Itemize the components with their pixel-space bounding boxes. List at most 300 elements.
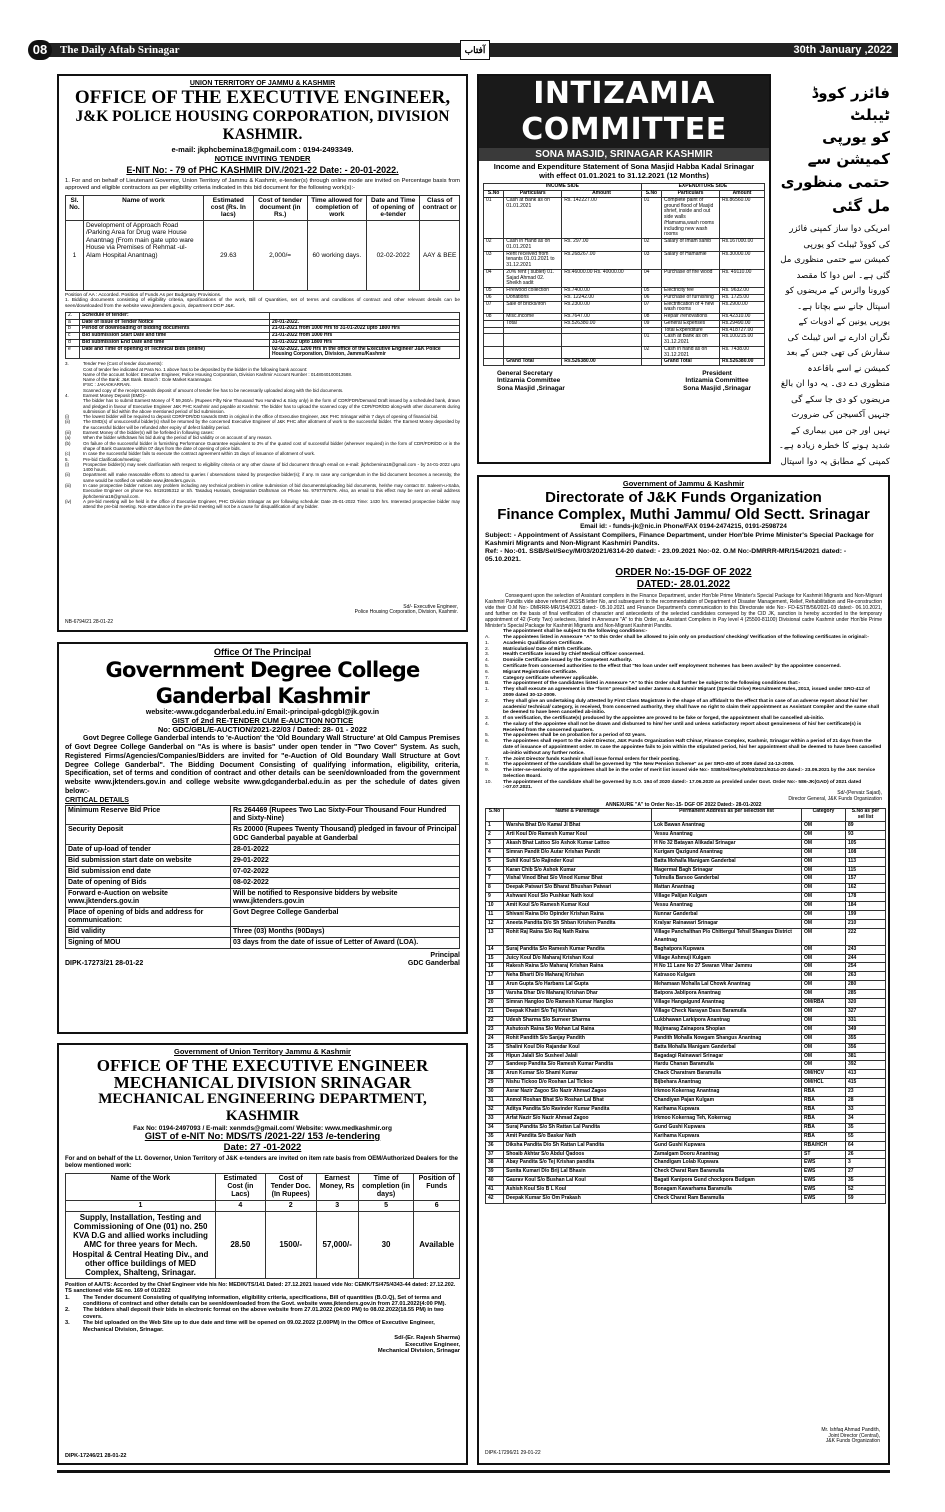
list-item <box>485 780 882 792</box>
ad3-sd-name: Sd/-(Pervaiz Sajad), <box>837 790 882 797</box>
ad4-gist: GIST of 2nd RE-TENDER CUM E-AUCTION NOTICE <box>171 716 354 726</box>
ad2-cell: Rs.2300.00 <box>562 301 642 314</box>
ad3-annex-cell: EWS <box>802 1195 846 1204</box>
ad1-cell: 1 <box>66 220 84 290</box>
table-row <box>66 866 460 877</box>
ad3-cond-num: 1. <box>485 640 490 646</box>
ad4-critical: CRITICAL DETAILS <box>65 797 129 805</box>
table-row <box>484 294 765 301</box>
ad3-annex-cell: 23 <box>486 1025 504 1034</box>
ad3-cond-num: A. <box>485 635 490 641</box>
ad1-term-text: On failure of the successful bidder in furnishing Performance Guarantee equivalent to 3% of the quoted cost of successful bidder (wherever required) in the form of CDR/FDR/DD or in the shape of Bank Guarantee within 07 days from the date of opening of price bids. <box>83 440 460 451</box>
list-item <box>65 419 460 430</box>
ad3-cond-text: The inter-se-seniority of the appointees shall be in the order of merit list issued vide No:- SSB/Sel/Secy/M/03/2021/6314-20 dated:- 23.09.2021 by the J&K Service Selection Board. <box>503 768 876 779</box>
list-item <box>485 739 882 756</box>
ad3-sd <box>485 791 882 803</box>
ad3-annex-cell: Suraj Pandita S/o Sh Rattan Lal Pandita <box>504 1123 652 1132</box>
ad3-annex-cell: 413 <box>846 1070 886 1079</box>
ad3-cond-num: 9. <box>485 768 490 774</box>
ad5-position: Position of AA/TS: Accorded by the Chief Engineer vide his No: MED/K/TS/141 Dated: 27.12.2021 issued vide No: CEMK/TS/475/4343-44 dated: 27.12.202. TS sanctioned vide SE no. 169 of 01/2022 <box>65 1282 456 1295</box>
ad3-conditions <box>485 629 882 791</box>
list-item <box>65 1307 460 1320</box>
issue-date: 30th January ,2022 <box>793 44 892 56</box>
ad3-annex-cell: 38 <box>486 1159 504 1168</box>
ad3-annex-cell: Vishal Vinod Bhat S/o Vinod Kumar Bhat <box>504 875 652 884</box>
ad2-cell: 02 <box>641 346 661 359</box>
ad3-annex-cell: 35 <box>846 1123 886 1132</box>
ad3-annex-cell: OM <box>802 972 846 981</box>
ad3-annex-cell: Asrar Nazir Zagoo S/o Nazir Ahmad Zagoo <box>504 1088 652 1097</box>
ad3-annex-col: Name & Parentage <box>504 809 652 822</box>
ad3-cond-num: 5. <box>485 733 490 739</box>
ad3-annex-cell: 36 <box>486 1141 504 1150</box>
ad3-annex-cell: RBA <box>802 1114 846 1123</box>
ad3-annex-cell: Tulmulla Barsoo Ganderbal <box>652 875 802 884</box>
ad3-para: Consequent upon the selection of Assistant compilers in the Finance Department, under Hon'ble Prime Minister's Special Package for Kashmiri Migrants and Non-Migrant Kashmiri Pandits vide above referred JKSSB letter No, and subsequent to the recommendation of Department of Disaster Management, Relief, Rehabilitation and Re-construction vide their O.M No:- DMRRR-MR/154/2021 dated:- 05.10.2021 and Finance Department's communication to this Directorate vide No:- FD-ESTB/56/2021-03 dated:- 06.10.2021, and further on the basis of final verification of character and antecedents of the selected candidates conveyed by the CID JK, sanction is hereby accorded to the temporary appointment of 42 (Forty Two) selectees, listed in Annexure "A" to this Order, as Assistant Compilers in Pay level 4 (25500-81100) Divisional cadre Kashmir under Hon'ble Prime Minister's Special Package for Kashmiri Migrants and Non-Migrant Kashmiri Pandits. <box>485 593 882 630</box>
ad1-corp: J&K POLICE HOUSING CORPORATION, DIVISION KASHMIR. <box>75 108 450 144</box>
ad3-annex-cell: OM <box>802 990 846 999</box>
ad3-annex-title: ANNEXURE "A" to Order No:-15- DGF OF 2022 Dated:- 28-01-2022 <box>605 801 762 808</box>
ad3-annex-cell: Suhil Koul S/o Rajinder Koul <box>504 857 652 866</box>
ad1-email: e-mail: jkphcbemina18@gmail.com : 0194-2493349. <box>171 145 354 155</box>
ad3-annex-cell: Shoaib Akhtar S/o Abdul Qadoos <box>504 1150 652 1159</box>
ad5-pt-text: The bid uploaded on the Web Site up to due date and time will be opened on 09.02.2022 (2.00PM) in the Office of Executive Engineer, Mechanical Division, Srinagar. <box>83 1320 435 1333</box>
ad3-annex-cell: 3 <box>486 839 504 848</box>
ad2-cell: Rs.100215.00 <box>720 334 765 347</box>
ad3-annex-cell: 27 <box>846 1168 886 1177</box>
ad1-sched-cell: b <box>66 326 80 333</box>
table-row <box>66 825 460 844</box>
ad5-col-num: 3 <box>316 1200 358 1211</box>
table-row <box>486 928 886 945</box>
ad3-annex-cell: 263 <box>846 972 886 981</box>
table-row <box>486 1195 886 1204</box>
ad1-term-text: When the bidder withdraws his bid during the period of bid validity or on account of any reason. <box>83 435 273 441</box>
ad3-annex-cell: Aditya Pandita S/o Ravinder Kumar Pandita <box>504 1105 652 1114</box>
ad1-sched-cell: 21-01-2021 from 1000 Hrs to 31-01-2022 upto 1800 Hrs <box>270 326 460 333</box>
ad1-position: Position of AA : Accorded. Position of Funds As per Budgetary Provisions. <box>65 292 222 298</box>
ad3-annex-cell: Batta Mohalla Manigam Ganderbal <box>652 857 802 866</box>
ad1-cell: Development of Approach Road /Parking Area for Drug ware House Anantnag (From main gate upto ware House via Premises of Rehmat -ul-Alam Hospital Anantnag) <box>83 220 203 290</box>
ad2-cell: Cash in Hand as on 01.01.2021 <box>504 239 562 252</box>
ad3-annex-cell: OM <box>802 902 846 911</box>
ad2-cell: 07 <box>641 301 661 314</box>
ad2-signatures <box>479 366 769 396</box>
ad3-annex-cell: 355 <box>846 1034 886 1043</box>
table-row <box>66 877 460 888</box>
ad4-label: Bid submission start date on website <box>66 855 231 866</box>
ad2-grand-total-label-2: Grand Total <box>662 359 720 366</box>
ad3-annex-cell: Arti Koul D/o Ramesh Kumar Koul <box>504 830 652 839</box>
ad1-nit: NOTICE INVITING TENDER <box>214 153 311 163</box>
ad3-annex-cell: Anmol Roshan Bhat S/o Roshan Lal Bhat <box>504 1097 652 1106</box>
ad2-cell: Rs.167000.00 <box>720 239 765 252</box>
table-row <box>486 1105 886 1114</box>
table-row <box>486 1052 886 1061</box>
ad2-cell <box>484 327 504 334</box>
ad3-annex-cell: OM <box>802 945 846 954</box>
ad3-annex-cell: Baghatpora Kupwara <box>652 945 802 954</box>
ad3-annex-cell: 5 <box>486 857 504 866</box>
ad1-sched-cell: Date of issue of Tender Notice <box>80 319 270 326</box>
ad1-signature <box>355 605 458 617</box>
ad2-cell: Rs. 12242.00 <box>562 294 642 301</box>
ad3-annex-cell: Simran Pandit D/o Autar Krishan Pandit <box>504 848 652 857</box>
table-row <box>484 251 765 269</box>
ad3-annex-cell: Check Charat Ram Baramulla <box>652 1168 802 1177</box>
ad5-col-num: 5 <box>358 1200 414 1211</box>
ad1-sig-line1: Sd/- Executive Engineer, <box>403 603 458 610</box>
urdu-headline-1: فائزر کووڈ ٹیبلٹ <box>811 84 890 124</box>
list-item <box>65 499 460 510</box>
ad5-col-num: 6 <box>414 1200 460 1211</box>
ad3-annex-cell: Warsha Bhat D/o Kamal Ji Bhat <box>504 821 652 830</box>
ad1-col-head: Estimated cost (Rs. In lacs) <box>203 195 253 220</box>
ad3-annex-cell: 280 <box>846 981 886 990</box>
ad2-sig-president: President Intizamia Committee Sona Masjid ,Srinagar <box>683 370 751 392</box>
ad4-college: Government Degree College Ganderbal Kashmir <box>105 658 420 709</box>
ad5-cell: Available <box>414 1211 460 1278</box>
ad5-gist: GIST of e-NIT No: MDS/TS /2021-22/ 153 /e-tendering <box>144 1131 381 1143</box>
ad1-enit: E-NIT No: - 79 of PHC KASHMIR DIV./2021-22 Date: - 20-01-2022. <box>126 165 399 176</box>
ad3-annex-col: Category <box>802 809 846 822</box>
ad1-sched-cell: 2. <box>66 312 80 319</box>
table-row <box>484 320 765 327</box>
ad3-dated: DATED:- 28.01.2022 <box>636 578 731 590</box>
ad3-annex-cell: 184 <box>846 902 886 911</box>
ad3-annex-cell: 32 <box>486 1105 504 1114</box>
ad3-annex-cell: OM <box>802 1061 846 1070</box>
ad3-cond-text: If on verification, the certificate(s) produced by the appointee are proved to be fake or forged, the appointment shall be cancelled ab-initio. <box>503 716 825 722</box>
ad3-annex-cell: 7 <box>486 875 504 884</box>
table-row <box>486 1079 886 1088</box>
ad2-cell: Firewood collection <box>504 288 562 295</box>
list-item <box>65 398 460 414</box>
ad1-term-num: (ii) <box>65 419 70 425</box>
ad3-annex-cell: OM <box>802 830 846 839</box>
ad5-pt-num: 1. <box>65 1294 70 1301</box>
ad1-term-num: 4. <box>65 393 69 398</box>
table-row <box>486 821 886 830</box>
ad3-annex-cell: 23 <box>846 1088 886 1097</box>
ad5-pt-num: 2. <box>65 1307 70 1314</box>
ad3-annex-cell: 35 <box>846 1177 886 1186</box>
ad3-cond-text: Matriculation/ Date of Birth Certificate. <box>503 646 593 652</box>
ad2-cell: Cash at Bank as on 31.12.2021 <box>662 334 720 347</box>
ad1-sched-cell: Bid submission End Date and time <box>80 339 270 346</box>
ad3-annex-cell: Rohit Raj Raina S/o Raj Nath Raina <box>504 928 652 945</box>
ad3-cond-num: 2. <box>485 646 490 652</box>
ad3-annex-cell: 28 <box>846 1097 886 1106</box>
ad3-annex-cell: 35 <box>486 1132 504 1141</box>
ad3-annex-cell: Gund Gushi Kupwara <box>652 1123 802 1132</box>
ad3-annex-cell: Simran Hangloo D/o Ramesh Kumar Hangloo <box>504 999 652 1008</box>
list-item <box>65 472 460 483</box>
ad1-ut: UNION TERRITORY OF JAMMU & KASHMIR <box>189 80 336 87</box>
ad1-schedule-table <box>65 312 460 359</box>
ad3-cond-num: 8. <box>485 762 490 768</box>
ad2-col-head: Particulars <box>662 191 720 198</box>
ad3-annex-cell: Lok Bawan Anantnag <box>652 821 802 830</box>
ad2-grand-total-exp: Rs.526380.00 <box>720 359 765 366</box>
ad4-label: Date of opening of Bids <box>66 877 231 888</box>
ad2-cell: 01 <box>641 197 661 238</box>
ad3-annex-cell: 285 <box>846 990 886 999</box>
ad-gdc-ganderbal <box>57 642 468 1034</box>
ad5-col-head: Earnest Money, Rs <box>316 1173 358 1200</box>
table-row <box>486 1150 886 1159</box>
ad3-email: Email id: - funds-jk@nic.in Phone/FAX 0194-2474215, 0191-2598724 <box>580 522 787 530</box>
ad4-label: Security Deposit <box>66 825 231 844</box>
ad3-annex-cell: OM <box>802 1025 846 1034</box>
ad3-annex-cell: 93 <box>846 830 886 839</box>
ad3-annex-cell: Gund Gushi Kupwara <box>652 1141 802 1150</box>
ad3-annex-col: Permanent Address as per selection list <box>652 809 802 822</box>
ad3-cond-num: 7. <box>485 756 490 762</box>
ad3-annex-cell: Karihama Kupwara <box>652 1105 802 1114</box>
ad3-annex-cell: 42 <box>486 1195 504 1204</box>
ad4-details-table <box>65 805 460 949</box>
ad3-annex-cell: Aneeta Pandita D/o Sh Shban Krishen Pandita <box>504 919 652 928</box>
ad3-annex-cell: Amit Koul S/o Ramesh Kumar Koul <box>504 902 652 911</box>
ad3-annex-cell: 105 <box>846 839 886 848</box>
ad5-tender-table <box>65 1173 460 1280</box>
ad5-col-head: Position of Funds <box>414 1173 460 1200</box>
ad2-cell: 05 <box>641 288 661 295</box>
ad2-col-head: S.No <box>641 191 661 198</box>
ad4-number: No: GDC/GBL/E-AUCTION/2021-22/03 / Dated: 28- 01 - 2022 <box>157 725 368 735</box>
ad3-annex-cell: Shivani Raina D/o Opinder Krishan Raina <box>504 911 652 920</box>
table-row <box>486 1097 886 1106</box>
ad2-cell <box>504 327 562 334</box>
ad3-annex-cell: 22 <box>486 1016 504 1025</box>
ad4-para: Govt Degree College Ganderbal intends to 'e-Auction' the 'Old Boundary Wall Structure' at Old Campus Premises of Govt Degree College Ganderbal on "As is where is basis" under open tender in "Two Cover" System. As such, Registered Firms/Agencies/Companies/Bidders are invited for "e-Auction of Old Boundary Wall Structure at Govt Degree College Ganderbal". The Bidding Document Consisting of qualifying information, eligibility, criteria, Specification, set of terms and condition of contract and other details can be seen/downloaded from the government website www.jktenders.gov.in and college website www.gdcganderbal.edu.in as per the schedule of dates given below:- <box>65 734 460 796</box>
ad4-value: 08-02-2022 <box>231 877 460 888</box>
ad5-govt: Government of Union Territory Jammu & Kashmir <box>174 1047 351 1056</box>
ad4-label: Forward e-Auction on website www.jktenders.gov.in <box>66 888 231 907</box>
ad3-annex-cell: H No 11 Lane No 27 Swaran Vihar Jammu <box>652 963 802 972</box>
ad3-annex-cell: Lukbhawan Larkipora Anantnag <box>652 1016 802 1025</box>
ad2-cell: Rs. 142227.00 <box>562 197 642 238</box>
ad3-cond-text: Domicile Certificate issued by the Competent Authority. <box>503 658 633 664</box>
ad2-cell: 06 <box>641 294 661 301</box>
ad4-value: 28-01-2022 <box>231 844 460 855</box>
ad1-term-num: (c) <box>65 451 71 457</box>
ad3-annex-cell: Rohit Pandith S/o Sanjay Pandith <box>504 1034 652 1043</box>
ad1-ref: NB-6794/21 28-01-22 <box>65 619 114 626</box>
ad1-sched-cell: Date and Time of opening of Technical Bids (online) <box>80 346 270 359</box>
ad3-annex-cell: Ashish Koul S/o B L Koul <box>504 1186 652 1195</box>
ad2-cell: Salary of Hamamie <box>662 251 720 269</box>
ad3-subject: Subject: - Appointment of Assistant Compilers, Finance Department, under Hon'ble Prime Minister's Special Package for Kashmiri Migrants and Non-Migrant Kashmiri Pandits. <box>485 532 874 547</box>
ad1-cell: 29.63 <box>203 220 253 290</box>
ad5-col-head: Name of the Work <box>66 1173 216 1200</box>
ad3-annex-cell: 392 <box>846 1061 886 1070</box>
ad1-term-num: 3. <box>65 361 69 367</box>
ad3-annex-col: S.No as per sel list <box>846 809 886 822</box>
ad3-cond-num: 6. <box>485 739 490 745</box>
ad3-annex-cell: OM <box>802 1043 846 1052</box>
table-row <box>486 866 886 875</box>
ad3-annex-cell: 415 <box>846 1079 886 1088</box>
ad3-cond-num: 6. <box>485 669 490 675</box>
ad3-annex-cell: 108 <box>846 848 886 857</box>
ad2-cell: Cash at Bank as on 01.01.2021 <box>504 197 562 238</box>
list-item <box>485 699 882 716</box>
ad3-annex-cell: EWS <box>802 1168 846 1177</box>
table-row <box>486 1025 886 1034</box>
table-row <box>486 1168 886 1177</box>
ad3-annex-cell: RBA <box>802 1097 846 1106</box>
ad3-govt: Government of Jammu & Kashmir <box>622 479 745 488</box>
ad3-annex-cell: Sandeep Pandita S/o Ramesh Kumar Pandita <box>504 1061 652 1070</box>
ad4-value: Govt Degree College Ganderbal <box>231 907 460 926</box>
ad3-annex-cell: 15 <box>486 954 504 963</box>
ad3-annex-cell: Ashutosh Raina S/o Mohan Lal Raina <box>504 1025 652 1034</box>
ad3-annex-cell: 349 <box>846 1025 886 1034</box>
ad3-annex-cell: 26 <box>846 1150 886 1159</box>
ad3-cond-text: The appointment of the candidate shall be governed by S.O. 194 of 2020 dated:- 17.06.2020 as provided under Govt. Order No:- 586-JK(GAD) of 2021 dated :-07.07.2021. <box>503 779 862 791</box>
ad5-col-head: Time of completion (in days) <box>358 1173 414 1200</box>
ad3-annex-cell: Deepak Kumar S/o Om Prakash <box>504 1195 652 1204</box>
table-row <box>66 346 460 359</box>
newspaper-name: The Daily Aftab Srinagar <box>60 44 180 56</box>
ad1-term-text: Department will make reasonable efforts to attend to queries / observations raised by prospective bidder(s); if any. In case any corrigendum in the bid document becomes a necessity, the same would be notified on website www.jktenders.gov.in. <box>83 472 460 483</box>
ad3-annex-cell: OM/HCV <box>802 1070 846 1079</box>
table-row <box>486 1061 886 1070</box>
ad3-annex-cell: OM <box>802 954 846 963</box>
ad3-annex-cell: OM <box>802 1052 846 1061</box>
ad3-cond-num: 2. <box>485 698 490 704</box>
ad3-annex-cell: Chandiyan Pajan Kulgam <box>652 1097 802 1106</box>
table-row <box>486 963 886 972</box>
table-row <box>486 1141 886 1150</box>
ad5-cell: Supply, Installation, Testing and Commissioning of One (01) no. 250 KVA D.G and allied works including AMC for three years for Mech. Hospital & Central Heating Div., and other office buildings of MED Complex, Shalteng, Srinagar. <box>66 1211 216 1278</box>
ad1-sched-cell: Bid submission Start Date and time <box>80 333 270 340</box>
ad2-cell: 02 <box>484 239 504 252</box>
urdu-news <box>776 82 890 466</box>
ad5-col-num: 2 <box>265 1200 316 1211</box>
ad3-annex-cell: Katrasoo Kulgam <box>652 972 802 981</box>
ad3-annex-cell: Chack Charatram Baramulla <box>652 1070 802 1079</box>
table-row <box>486 839 886 848</box>
ad3-annex-cell: 25 <box>486 1043 504 1052</box>
ad3-annex-cell: 30 <box>486 1088 504 1097</box>
ad3-annex-cell: 243 <box>846 945 886 954</box>
ad3-annex-cell: Amit Pandita S/o Baskar Nath <box>504 1132 652 1141</box>
ad3-annex-cell: 17 <box>486 972 504 981</box>
table-row <box>486 857 886 866</box>
ad3-annex-cell: 13 <box>486 928 504 945</box>
table-row <box>486 830 886 839</box>
ad3-cond-text: Health Certificate issued by Chief Medical Officer concerned. <box>503 652 645 658</box>
ad3-annex-cell: Village Hangalgund Anantnag <box>652 999 802 1008</box>
table-row <box>486 1132 886 1141</box>
ad3-annex-cell: 8 <box>486 884 504 893</box>
table-row <box>486 1088 886 1097</box>
ad1-office: OFFICE OF THE EXECUTIVE ENGINEER, <box>74 87 451 109</box>
ad2-cell: 02 <box>641 239 661 252</box>
ad1-term-num: (ii) <box>65 472 70 478</box>
ad1-term-num: (i) <box>65 414 69 420</box>
ad3-annex-cell: 10 <box>486 902 504 911</box>
ad3-annex-cell: 3 <box>846 1159 886 1168</box>
ad3-annex-cell: 37 <box>486 1150 504 1159</box>
ad-intizamia <box>477 74 771 464</box>
ad3-cond-text: Migrant Registration Certificate. <box>503 669 578 675</box>
ad3-annex-cell: Village Palijan Kulgam <box>652 893 802 902</box>
ad2-cell <box>484 320 504 327</box>
ad5-date: Date: 27 -01-2022 <box>223 1142 302 1154</box>
ad3-annex-cell: 20 <box>486 999 504 1008</box>
table-row <box>486 981 886 990</box>
ad1-sched-cell: e <box>66 346 80 359</box>
ad5-cell: 30 <box>358 1211 414 1278</box>
ad2-cell: Purchase of fire wood <box>662 269 720 287</box>
ad3-annex-cell: Batpora Jablipora Anantnag <box>652 990 802 999</box>
ad3-annex-cell: 89 <box>846 821 886 830</box>
ad3-annex-cell: 178 <box>846 893 886 902</box>
ad3-ref2: DIPK-17296/21 29-01-22 <box>485 1450 541 1457</box>
ad3-cond-text: They shall execute an agreement in the "form" prescribed under Jammu & Kashmir Migrant (Special Drive) Recruitment Rules, 2013, issued under SRO-412 of 2009 dated 30-12-2009. <box>503 687 870 698</box>
ad3-cond-text: The appointees listed in Annexure "A" to this Order shall be allowed to join only on production/ checking/ Verification of the following certificates in original:- <box>503 635 869 641</box>
ad3-cond-text: The appointees shall be on probation for a period of 02 years. <box>503 733 647 739</box>
ad3-cond-num: 4. <box>485 658 490 664</box>
ad2-cell: 03 <box>484 251 504 269</box>
ad3-annex-cell: 115 <box>846 866 886 875</box>
ad3-annex-cell: 59 <box>846 1195 886 1204</box>
ad1-term-text: Earnest Money Deposit (EMD):- <box>83 393 147 398</box>
table-row <box>484 197 765 238</box>
table-row <box>486 1123 886 1132</box>
urdu-body: امریکی دوا ساز کمپنی فائزر کی کووڈ ٹیبلٹ کو یورپی کمیشن سے حتمی منظوری مل گئی ہے۔ اس دوا کا مقصد کورونا وائرس کے مریضوں کو اسپتال جانے سے بچانا ہے۔ یورپی یونین کے ادویات کے نگران ادارے نے اس ٹیبلٹ کی سفارش کی تھی جس کے بعد کمیشن نے اسے باقاعدہ منظوری دے دی۔ یہ دوا ان بالغ مریضوں کو دی جا سکے گی جنہیں آکسیجن کی ضرورت نہیں اور جن میں بیماری کے شدید ہونے کا خطرہ زیادہ ہے۔ کمپنی کے مطابق یہ دوا اسپتال <box>778 224 890 466</box>
ad1-term-text: Name of the Bank: J&K Bank. Branch : Gole Market Karannagar. <box>83 377 213 383</box>
ad2-cell: 08 <box>641 314 661 321</box>
ad2-exp-head: EXPENDITURE SIDE <box>641 184 764 191</box>
ad3-cond-text: Academic Qualification Certificate. <box>503 640 584 646</box>
ad3-annex-cell: 14 <box>486 945 504 954</box>
page-number: 08 <box>28 40 52 60</box>
ad3-directorate: Directorate of J&K Funds Organization <box>545 488 822 506</box>
ad5-col-head: Estimated Cost (in Lacs) <box>216 1173 266 1200</box>
ad3-annex-cell: 6 <box>486 866 504 875</box>
ad3-annex-cell: Nunnar Ganderbal <box>652 911 802 920</box>
table-row <box>484 269 765 287</box>
ad3-annex-cell: RBA <box>802 1123 846 1132</box>
ad1-term-text: IFSC : JAKA0KARRAN. <box>83 382 131 388</box>
ad4-ref: DIPK-17273/21 28-01-22 <box>65 960 144 968</box>
ad3-annex-cell: Kurigam Qazigund Anantnag <box>652 848 802 857</box>
ad3-annex-cell: 39 <box>486 1168 504 1177</box>
ad3-ref: Ref: - No:-01. SSB/Sel/Secy/M/03/2021/6314-20 dated: - 23.09.2021 No:-02. O.M No:-DMRRR-MR/154/2021 dated: - 05.10.2021. <box>485 547 847 563</box>
ad5-ref: DIPK-17246/21 28-01-22 <box>65 1452 127 1459</box>
table-row <box>66 926 460 937</box>
ad5-cell: 57,000/- <box>316 1211 358 1278</box>
ad1-col-head: Date and Time of opening of e-tender <box>367 195 420 220</box>
ad3-annex-cell: Mattan Anantnag <box>652 884 802 893</box>
ad3-annex-cell: OM <box>802 1034 846 1043</box>
ad3-annex-cell: 11 <box>486 911 504 920</box>
table-row <box>66 937 460 948</box>
ad2-cell: Rs.42310.00 <box>720 314 765 321</box>
ad1-sched-cell: c <box>66 333 80 340</box>
table-row <box>66 806 460 825</box>
ad3-annex-cell: Bagadagi Rainawari Srinagar <box>652 1052 802 1061</box>
ad1-term-text: In case prospective bidder notices any problem including any technical problem in online submission of bid documents/uploading bid documents, he/she may contact Er. Saleem-u-Saba, Executive Engineer on phone No. 9419195312 or Sh. Tasaduq Hussain, Designation Draftsman on Phone No. 9797787876. Also, an email to this effect may be sent on email address jkphcbemina18@gmail.com. <box>83 483 460 499</box>
ad2-cell: Electricity fee <box>662 288 720 295</box>
table-row <box>486 1034 886 1043</box>
ad3-annex-cell: OM <box>802 866 846 875</box>
